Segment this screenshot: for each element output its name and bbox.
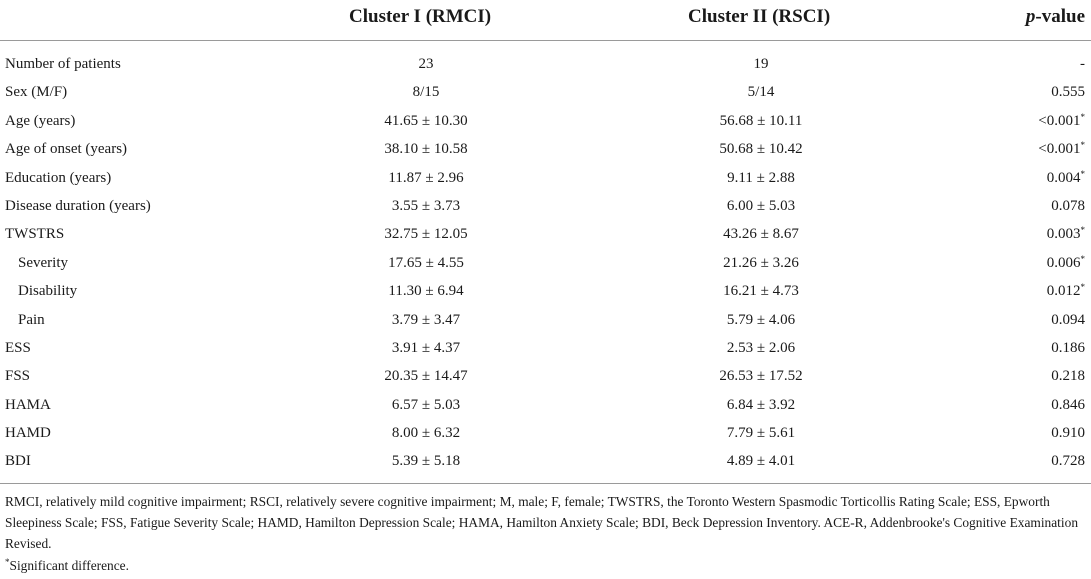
- cell-cluster-1: 11.30 ± 6.94: [388, 283, 464, 300]
- p-value-text: 0.078: [1051, 197, 1085, 214]
- cell-cluster-2: 5.79 ± 4.06: [726, 311, 796, 328]
- cell-p-value: [1051, 362, 1085, 390]
- table-row: [0, 192, 1091, 220]
- row-label: HAMA: [5, 396, 51, 413]
- table-row: [0, 78, 1091, 106]
- table-row: [0, 306, 1091, 334]
- cell-cluster-2: 4.89 ± 4.01: [726, 453, 796, 470]
- table-row: [0, 50, 1091, 78]
- cell-p-value: [1051, 78, 1085, 106]
- p-value-text: 0.186: [1051, 339, 1085, 356]
- cell-cluster-2: 9.11 ± 2.88: [727, 169, 795, 186]
- cell-p-value: [1038, 135, 1085, 163]
- row-label: Disability: [18, 283, 78, 300]
- row-label: TWSTRS: [5, 226, 65, 243]
- p-value-text: <0.001: [1038, 141, 1081, 158]
- row-label: Disease duration (years): [5, 197, 151, 214]
- cell-cluster-1: 8/15: [412, 84, 440, 101]
- row-label: Age (years): [5, 112, 76, 129]
- cell-cluster-2: 50.68 ± 10.42: [719, 141, 803, 158]
- cell-cluster-2: 2.53 ± 2.06: [726, 339, 796, 356]
- row-label: ESS: [5, 339, 31, 356]
- cell-p-value: [1051, 192, 1085, 220]
- p-value-text: <0.001: [1038, 112, 1081, 129]
- cell-cluster-2: 5/14: [747, 84, 775, 101]
- table-row: [0, 447, 1091, 475]
- header-cluster-2: Cluster II (RSCI): [688, 6, 831, 27]
- p-value-text: 0.006: [1046, 254, 1081, 271]
- p-value-text: 0.003: [1046, 226, 1081, 243]
- table-row: [0, 391, 1091, 419]
- cell-p-value: [1051, 447, 1085, 475]
- footnote-significance: *Significant difference.: [5, 557, 129, 573]
- header-cluster-1: Cluster I (RMCI): [349, 6, 492, 27]
- cell-p-value: [1047, 249, 1085, 277]
- header-p-value: p-value: [1025, 6, 1085, 27]
- significance-mark: *: [1080, 111, 1085, 122]
- cell-cluster-1: 5.39 ± 5.18: [391, 453, 461, 470]
- p-value-text: 0.846: [1051, 396, 1085, 413]
- cell-cluster-1: 32.75 ± 12.05: [384, 226, 468, 243]
- row-label: Sex (M/F): [5, 84, 68, 101]
- cell-p-value: [1047, 164, 1085, 192]
- p-value-text: 0.004: [1046, 169, 1081, 186]
- p-value-text: 0.728: [1051, 453, 1085, 470]
- cell-cluster-2: 21.26 ± 3.26: [723, 254, 799, 271]
- table-row: [0, 334, 1091, 362]
- cell-cluster-2: 19: [753, 56, 769, 72]
- table-row: [0, 362, 1091, 390]
- row-label: Education (years): [5, 169, 112, 186]
- table-row: [0, 164, 1091, 192]
- row-label: Severity: [18, 254, 68, 271]
- cell-cluster-1: 3.79 ± 3.47: [391, 311, 461, 328]
- cell-cluster-1: 38.10 ± 10.58: [384, 141, 468, 158]
- cell-cluster-1: 6.57 ± 5.03: [391, 396, 461, 413]
- cell-cluster-2: 43.26 ± 8.67: [723, 226, 799, 243]
- cell-p-value: [1047, 277, 1085, 305]
- p-value-text: 0.555: [1051, 84, 1085, 101]
- table-body: [0, 50, 1091, 476]
- table-row: [0, 107, 1091, 135]
- cell-cluster-2: 7.79 ± 5.61: [726, 425, 796, 442]
- table-row: [0, 249, 1091, 277]
- table-row: [0, 135, 1091, 163]
- cell-cluster-2: 56.68 ± 10.11: [719, 112, 803, 129]
- row-label: BDI: [5, 453, 31, 470]
- cell-p-value: [1051, 306, 1085, 334]
- p-value-text: 0.218: [1051, 368, 1085, 385]
- row-label: FSS: [5, 368, 31, 385]
- row-label: HAMD: [5, 425, 51, 442]
- row-label: Pain: [18, 311, 45, 328]
- cell-cluster-1: 20.35 ± 14.47: [384, 368, 468, 385]
- row-label: Number of patients: [5, 56, 121, 72]
- cell-cluster-2: 6.84 ± 3.92: [726, 396, 796, 413]
- table-header: [0, 0, 1091, 41]
- cell-cluster-1: 8.00 ± 6.32: [391, 425, 461, 442]
- p-value-text: 0.012: [1046, 283, 1081, 300]
- p-value-text: -: [1080, 56, 1085, 72]
- cell-cluster-1: 17.65 ± 4.55: [388, 254, 464, 271]
- cell-cluster-2: 6.00 ± 5.03: [726, 197, 796, 214]
- table-bottom-rule: [0, 483, 1091, 484]
- significance-mark: *: [1080, 140, 1085, 151]
- cell-p-value: [1080, 50, 1085, 78]
- cell-cluster-2: 16.21 ± 4.73: [723, 283, 799, 300]
- cell-p-value: [1038, 107, 1085, 135]
- table-row: [0, 220, 1091, 248]
- cell-p-value: [1051, 419, 1085, 447]
- significance-mark: *: [1080, 225, 1085, 236]
- table-row: [0, 419, 1091, 447]
- cell-p-value: [1051, 391, 1085, 419]
- significance-mark: *: [1080, 168, 1085, 179]
- significance-mark: *: [1080, 282, 1085, 293]
- cell-cluster-1: 23: [418, 56, 434, 72]
- cell-cluster-1: 3.55 ± 3.73: [391, 197, 461, 214]
- cell-p-value: [1047, 220, 1085, 248]
- p-value-text: 0.910: [1051, 425, 1085, 442]
- cell-cluster-2: 26.53 ± 17.52: [719, 368, 803, 385]
- table-row: [0, 277, 1091, 305]
- p-value-text: 0.094: [1051, 311, 1085, 328]
- row-label: Age of onset (years): [5, 141, 128, 158]
- cell-cluster-1: 11.87 ± 2.96: [388, 169, 464, 186]
- cell-p-value: [1051, 334, 1085, 362]
- significance-mark: *: [1080, 253, 1085, 264]
- cell-cluster-1: 41.65 ± 10.30: [384, 112, 468, 129]
- cell-cluster-1: 3.91 ± 4.37: [391, 339, 461, 356]
- footnote-abbreviations: RMCI, relatively mild cognitive impairment; RSCI, relatively severe cognitive impairment; M, male; F, female; TWSTRS, the Toronto Western Spasmodic Torticollis Rating Scale; ESS, Epworth Sleepiness Scale; FSS, Fatigue Severity Scale; HAMD, Hamilton Depression Scale; HAMA, Hamilton Anxiety Scale; BDI, Beck Depression Inventory. ACE-R, Addenbrooke's Cognitive Examination Revised.: [5, 494, 1079, 551]
